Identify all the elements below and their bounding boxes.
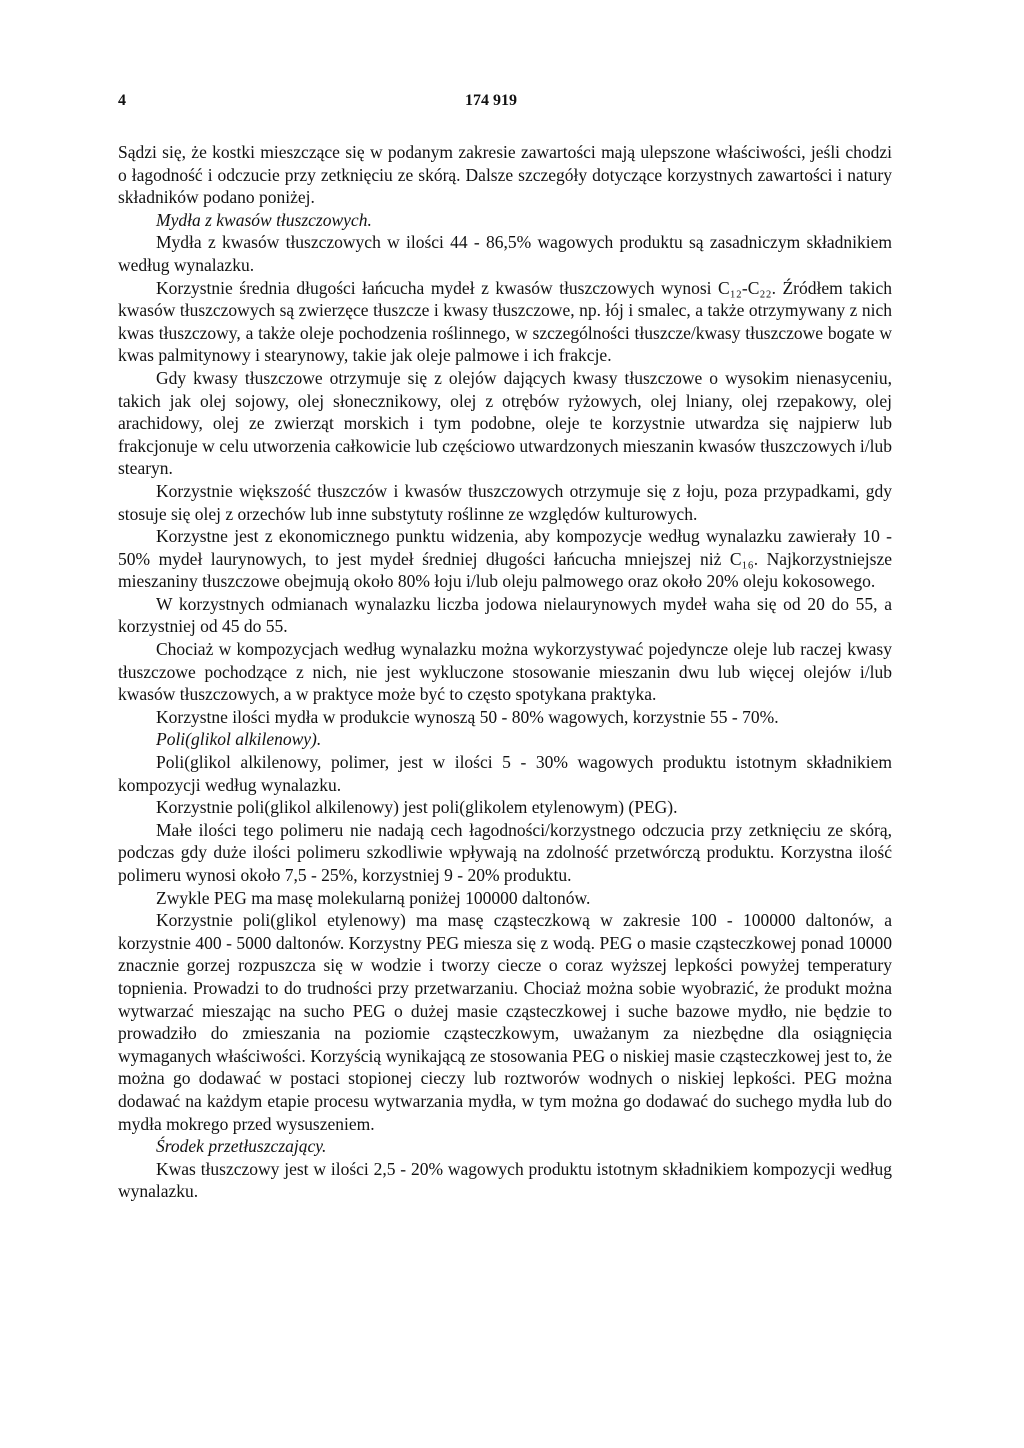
paragraph: Korzystnie poli(glikol alkilenowy) jest poli(glikolem etylenowym) (PEG). (156, 797, 678, 818)
paragraph: Mydła z kwasów tłuszczowych w ilości 44 - 86,5% wagowych produktu są zasadniczym składnikiem według wynalazku. (118, 232, 892, 275)
document-body (118, 141, 892, 1203)
paragraph: Korzystnie średnia długości łańcucha mydeł z kwasów tłuszczowych wynosi C₁₂-C₂₂. Źródłem takich kwasów tłuszczowych są zwierzęce tłuszcze i kwasy tłuszczowe, np. łój i smalec, a także otrzymywany z nich kwas tłuszczowy, a także oleje pochodzenia roślinnego, w szczególności tłuszcze/kwasy tłuszczowe bogate w kwas palmitynowy i stearynowy, takie jak oleje palmowe i ich frakcje. (118, 277, 892, 366)
paragraph: Sądzi się, że kostki mieszczące się w podanym zakresie zawartości mają ulepszone właściwości, jeśli chodzi o łagodność i odczucie przy zetknięciu ze skórą. Dalsze szczegóły dotyczące korzystnych zawartości i natury składników podano poniżej. (118, 142, 892, 208)
paragraph: Korzystne jest z ekonomicznego punktu widzenia, aby kompozycje według wynalazku zawierały 10 - 50% mydeł laurynowych, to jest mydeł średniej długości łańcucha mniejszej niż C₁₆. Najkorzystniejsze mieszaniny tłuszczowe obejmują około 80% łoju i/lub oleju palmowego oraz około 20% oleju kokosowego. (118, 526, 892, 592)
section-heading: Środek przetłuszczający. (156, 1136, 327, 1157)
paragraph: Korzystnie większość tłuszczów i kwasów tłuszczowych otrzymuje się z łoju, poza przypadkami, gdy stosuje się olej z orzechów lub inne substytuty roślinne ze względów kulturowych. (118, 480, 892, 524)
document-number: 174 919 (465, 92, 517, 109)
paragraph: Korzystnie poli(glikol etylenowy) ma masę cząsteczkową w zakresie 100 - 100000 daltonów, a korzystnie 400 - 5000 daltonów. Korzystny PEG miesza się z wodą. PEG o masie cząsteczkowej ponad 10000 znacznie gorzej rozpuszcza się w wodzie i tworzy ciecze o coraz wyższej lepkości powyżej temperatury topnienia. Prowadzi to do trudności przy przetwarzaniu. Chociaż można sobie wyobrazić, że produkt można wytwarzać mieszając na sucho PEG o dużej masie cząsteczkowej i suche bazowe mydło, nie będzie to prowadziło do zmieszania na poziomie cząsteczkowym, uważanym za niezbędne dla osiągnięcia wymaganych właściwości. Korzyścią wynikającą ze stosowania PEG o niskiej masie cząsteczkowej jest to, że można go dodawać w postaci stopionej cieczy lub roztworów wodnych o niskiej lepkości. PEG można dodawać na każdym etapie procesu wytwarzania mydła, w tym można go dodawać do suchego mydła lub do mydła mokrego przed wysuszeniem. (118, 910, 892, 1134)
section-heading: Mydła z kwasów tłuszczowych. (156, 209, 372, 230)
section-heading: Poli(glikol alkilenowy). (156, 729, 322, 750)
page-header (118, 92, 918, 116)
paragraph: Korzystne ilości mydła w produkcie wynoszą 50 - 80% wagowych, korzystnie 55 - 70%. (156, 706, 779, 727)
paragraph: Kwas tłuszczowy jest w ilości 2,5 - 20% wagowych produktu istotnym składnikiem kompozycji według wynalazku. (118, 1158, 892, 1202)
paragraph: Zwykle PEG ma masę molekularną poniżej 100000 daltonów. (156, 887, 591, 908)
paragraph: Gdy kwasy tłuszczowe otrzymuje się z olejów dających kwasy tłuszczowe o wysokim nienasyceniu, takich jak olej sojowy, olej słonecznikowy, olej z otrębów ryżowych, olej lniany, olej rzepakowy, olej arachidowy, olej ze zwierząt morskich i tym podobne, oleje te korzystnie utwardza się najpierw lub frakcjonuje w celu utworzenia całkowicie lub częściowo utwardzonych mieszanin kwasów tłuszczowych i/lub stearyn. (118, 367, 892, 479)
paragraph: Małe ilości tego polimeru nie nadają cech łagodności/korzystnego odczucia przy zetknięciu ze skórą, podczas gdy duże ilości polimeru szkodliwie wpływają na zdolność przetwórczą produktu. Korzystna ilość polimeru wynosi około 7,5 - 25%, korzystniej 9 - 20% produktu. (118, 819, 892, 885)
paragraph: Poli(glikol alkilenowy, polimer, jest w ilości 5 - 30% wagowych produktu istotnym składnikiem kompozycji według wynalazku. (118, 752, 892, 795)
paragraph: W korzystnych odmianach wynalazku liczba jodowa nielaurynowych mydeł waha się od 20 do 55, a korzystniej od 45 do 55. (118, 593, 892, 637)
paragraph: Chociaż w kompozycjach według wynalazku można wykorzystywać pojedyncze oleje lub raczej kwasy tłuszczowe pochodzące z nich, nie jest wykluczone stosowanie mieszanin dwu lub więcej olejów i/lub kwasów tłuszczowych, a w praktyce może być to często spotykana praktyka. (118, 639, 892, 705)
page-number: 4 (118, 92, 126, 109)
